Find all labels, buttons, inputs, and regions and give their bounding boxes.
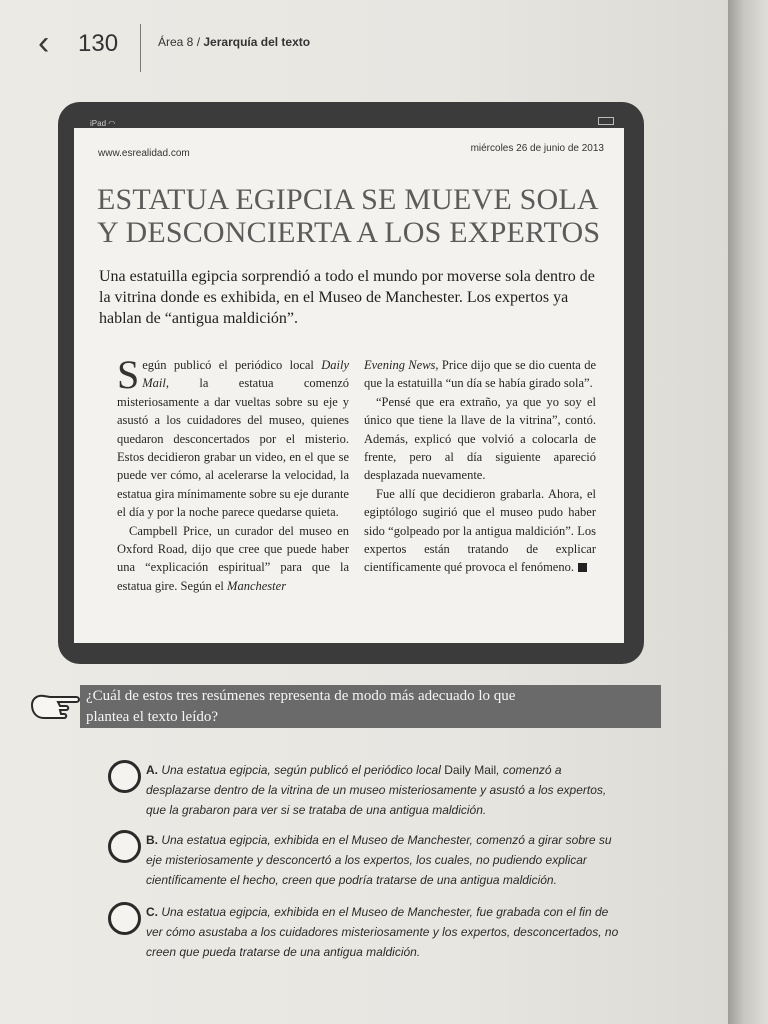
drop-cap: S xyxy=(117,352,140,397)
text-run: Campbell Price, un curador del museo en Oxford Road, dijo que cree que puede haber una “explicación espiritual” para que la estatua gire. Según el xyxy=(117,523,349,593)
text-run: egún publicó el periódico local xyxy=(142,358,322,372)
tablet-frame xyxy=(58,102,644,664)
question-line-1: ¿Cuál de estos tres resúmenes representa de modo más adecuado lo que xyxy=(86,688,516,704)
text-run: , Price dijo que se dio cuenta de que la estatuilla “un día se había girado sola”. xyxy=(364,358,596,391)
option-letter: A. xyxy=(146,763,158,777)
upright-run: Daily Mail xyxy=(444,763,497,777)
option-letter: C. xyxy=(146,905,158,919)
text-run: Una estatua egipcia, exhibida en el Museo de Manchester, comenzó a girar sobre su eje misteriosamente y desconcertó a los expertos, los cuales, no pudiendo explicar científicamente el hecho, creen que podría tratarse de una antigua maldición. xyxy=(146,833,612,887)
option-text xyxy=(146,760,626,820)
italic-run: Evening News xyxy=(364,358,436,372)
page-number: 130 xyxy=(78,30,119,57)
text-run: , comenzó a desplazarse dentro de la vitrina de un museo misteriosamente y asustó a los expertos, que la grabaron para ver si se trataba de una antigua maldición. xyxy=(146,763,607,817)
option-text xyxy=(146,830,626,890)
option-letter: B. xyxy=(146,833,158,847)
area-prefix: Área 8 / xyxy=(158,35,201,49)
paragraph xyxy=(364,356,596,393)
radio-circle-icon[interactable] xyxy=(108,902,141,935)
chevron-left-icon: ‹ xyxy=(38,24,50,62)
paragraph xyxy=(364,485,596,577)
pointing-hand-icon xyxy=(30,688,82,722)
area-title: Jerarquía del texto xyxy=(203,35,311,49)
italic-run: Manchester xyxy=(227,578,287,593)
headline-line-1: ESTATUA EGIPCIA SE MUEVE SOLA xyxy=(97,183,599,216)
article-column-2 xyxy=(364,356,596,577)
option-a[interactable] xyxy=(108,760,668,820)
page-binding-edge xyxy=(728,0,768,1024)
text-run: Una estatua egipcia, según publicó el periódico local xyxy=(161,763,445,777)
article-date: miércoles 26 de junio de 2013 xyxy=(470,143,604,154)
paragraph xyxy=(117,522,349,596)
header-divider xyxy=(140,24,141,72)
text-run: Una estatua egipcia, exhibida en el Museo de Manchester, fue grabada con el fin de ver cómo asustaba a los cuidadores misteriosamente y los expertos, desconcertados, no creen que pueda tratarse de una antigua maldición. xyxy=(146,905,619,959)
text-run: Fue allí que decidieron grabarla. Ahora, el egiptólogo sugirió que el museo pudo haber sido “golpeado por la antigua maldición”. Los expertos están tratando de explicar científicamente qué provoca el fenómeno. xyxy=(364,486,596,575)
paragraph xyxy=(117,352,349,522)
article-column-1 xyxy=(117,352,349,595)
article-screen xyxy=(74,128,624,643)
question-box xyxy=(80,685,661,728)
end-mark-icon xyxy=(578,563,587,572)
option-c[interactable] xyxy=(108,902,668,962)
device-label: iPad xyxy=(90,119,107,128)
italic-run: Daily Mail xyxy=(142,358,349,391)
radio-circle-icon[interactable] xyxy=(108,760,141,793)
wifi-icon: ◠ xyxy=(108,119,116,128)
headline-line-2: Y DESCONCIERTA A LOS EXPERTOS xyxy=(97,216,601,249)
battery-icon xyxy=(598,117,614,125)
paragraph: “Pensé que era extraño, ya que yo soy el único que tiene la llave de la vitrina”, contó. Además, explicó que volvió a colocarla de frente, pero al día siguiente apareció desplazada nuevamente. xyxy=(364,394,596,483)
text-run: , la estatua comenzó misteriosamente a dar vueltas sobre su eje y asustó a los cuidadores del museo, quienes quedaron desconcertados por el misterio. Estos decidieron grabar un video, en el que se puede ver cómo, al acelerarse la velocidad, la estatua gira mínimamente sobre su eje durante el día y por la noche parece quedarse quieta. xyxy=(117,376,349,520)
tablet-status-label xyxy=(90,119,115,128)
radio-circle-icon[interactable] xyxy=(108,830,141,863)
article-lede: Una estatuilla egipcia sorprendió a todo el mundo por moverse sola dentro de la vitrina donde es exhibida, en el Museo de Manchester. Los expertos ya hablan de “antigua maldición”. xyxy=(99,268,595,327)
article-url: www.esrealidad.com xyxy=(98,148,190,159)
section-breadcrumb xyxy=(158,35,310,49)
question-line-2: plantea el texto leído? xyxy=(86,709,219,725)
article-headline xyxy=(97,183,607,249)
option-b[interactable] xyxy=(108,830,668,890)
option-text xyxy=(146,902,626,962)
